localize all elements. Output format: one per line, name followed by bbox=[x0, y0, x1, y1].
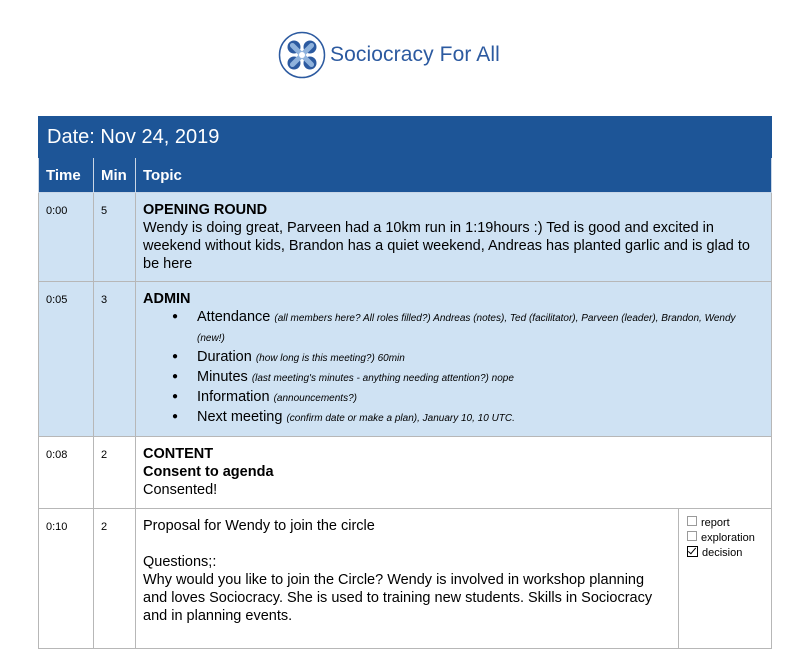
agenda-table bbox=[38, 116, 772, 649]
list-item: ● Minutes (last meeting's minutes - anything needing attention?) nope bbox=[172, 368, 763, 388]
row-topic bbox=[136, 282, 772, 437]
topic-text: Why would you like to join the Circle? Wendy is involved in workshop planning and loves Sociocracy. She is used to training new students. Skills in Sociocracy and in planning events. bbox=[143, 572, 653, 624]
checked-box-icon[interactable] bbox=[687, 546, 698, 557]
table-row-admin bbox=[39, 282, 772, 437]
sociocracy-logo-icon bbox=[278, 31, 326, 79]
column-header-time: Time bbox=[39, 158, 94, 193]
list-item: ● Duration (how long is this meeting?) 60min bbox=[172, 348, 763, 368]
topic-text: Consented! bbox=[143, 482, 218, 498]
row-min: 2 bbox=[94, 509, 136, 649]
row-topic bbox=[136, 193, 772, 282]
option-decision[interactable]: decision bbox=[687, 546, 771, 561]
column-header-min: Min bbox=[94, 158, 136, 193]
row-time: 0:00 bbox=[39, 193, 94, 282]
admin-list bbox=[143, 308, 763, 428]
row-time: 0:10 bbox=[39, 509, 94, 649]
row-min: 5 bbox=[94, 193, 136, 282]
table-header-row bbox=[39, 158, 772, 193]
row-time: 0:08 bbox=[39, 437, 94, 509]
table-row-proposal bbox=[39, 509, 772, 649]
option-exploration[interactable]: exploration bbox=[687, 531, 771, 546]
unchecked-box-icon[interactable] bbox=[687, 531, 697, 541]
topic-subtitle: Consent to agenda bbox=[143, 464, 274, 480]
topic-title: Proposal for Wendy to join the circle bbox=[143, 518, 375, 534]
meeting-date: Date: Nov 24, 2019 bbox=[39, 117, 772, 158]
topic-title: CONTENT bbox=[143, 446, 214, 462]
option-report[interactable]: report bbox=[687, 516, 771, 531]
topic-title: OPENING ROUND bbox=[143, 202, 268, 218]
table-row-content bbox=[39, 437, 772, 509]
list-item: ● Next meeting (confirm date or make a plan), January 10, 10 UTC. bbox=[172, 408, 763, 428]
table-row-opening bbox=[39, 193, 772, 282]
row-type-options bbox=[679, 509, 772, 649]
topic-text: Wendy is doing great, Parveen had a 10km run in 1:19hours :) Ted is good and excited in weekend without kids, Brandon has a quiet weekend, Andreas has planted garlic and is glad to be here bbox=[143, 220, 750, 272]
brand-header bbox=[278, 30, 500, 80]
topic-title: ADMIN bbox=[143, 291, 191, 307]
column-header-topic: Topic bbox=[136, 158, 772, 193]
row-topic bbox=[136, 437, 772, 509]
row-time: 0:05 bbox=[39, 282, 94, 437]
topic-questions: Questions;: bbox=[143, 554, 217, 570]
list-item: ● Information (announcements?) bbox=[172, 388, 763, 408]
row-min: 3 bbox=[94, 282, 136, 437]
brand-name: Sociocracy For All bbox=[330, 43, 500, 66]
row-topic bbox=[136, 509, 679, 649]
list-item: ● Attendance (all members here? All roles filled?) Andreas (notes), Ted (facilitator), Parveen (leader), Brandon, Wendy (new!) bbox=[172, 308, 763, 348]
row-min: 2 bbox=[94, 437, 136, 509]
unchecked-box-icon[interactable] bbox=[687, 516, 697, 526]
